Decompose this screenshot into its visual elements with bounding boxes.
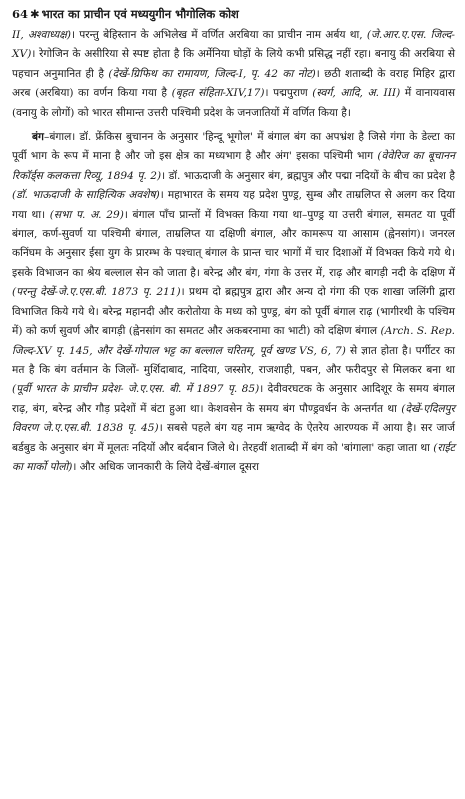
citation-text: (पूर्वी भारत के प्राचीन प्रदेश- जे.ए.एस. बी. में 1897 पृ. 85) — [12, 383, 260, 396]
page-number: 64 — [12, 7, 29, 21]
headword: बंग — [32, 131, 45, 144]
citation-text: (राईट का मार्को पोलो) — [12, 441, 455, 473]
citation-text: (देखें-एदिलपुर विवरण जे.ए.एस.बी. 1838 पृ. 45) — [12, 402, 455, 435]
body-text — [12, 26, 455, 477]
body-text-run: । पद्मपुराण — [264, 87, 313, 100]
body-text-run: । प्रथम दो ब्रह्मपुत्र द्वारा और अन्य दो गंगा की एक शाखा जलिंगी द्वारा विभाजित किये गये थे। बरेन्द्र महानदी और करोतोया के मध्य को पुण्ड्र, बंग को पूर्वी बंगाल राढ़ (भागीरथी के पश्चिम में) को कर्ण सुवर्ण और बागड़ी (ह्वेनसांग का समतट और अकबरनामा का भाटी) को दक्षिण बंगाल — [12, 286, 455, 338]
body-text-run: । परन्तु बेहिस्तान के अभिलेख में वर्णित अरबिया का प्राचीन नाम अर्बय था, — [71, 29, 367, 41]
body-text-run: । महाभारत के समय यह प्रदेश पुण्ड्र, सुम्ब और ताम्रलिप्त से अलग कर दिया गया था। — [12, 189, 455, 221]
body-text-run: से ज्ञात होता है। पर्गीटर का मत है कि बंग वर्तमान के जिलों- मुर्शिदाबाद, नादिया, जस्सोर, राजशाही, पबन, और फरीदपुर से मिलकर बना था — [12, 344, 455, 376]
paragraph — [12, 26, 455, 123]
running-header — [12, 6, 455, 23]
body-text-run: । रेगोजिन के असीरिया से स्पष्ट होता है कि अर्मेनिया घोड़ों के लिये कभी प्रसिद्ध नहीं रहा। बनायु की अरबिया से पहचान अनुमानित ही है — [12, 48, 455, 80]
citation-text: (वेवेरिज का बूचानन रिकॉर्ड्स कलकत्ता रिव्यू, 1894 पृ. 2) — [12, 150, 455, 182]
body-text-run: । सबसे पहले बंग यह नाम ऋग्वेद के ऐतरेय आरण्यक में आया है। सर जार्ज बर्डबुड के अनुसार बंग में मूलतः नदियों और बर्दबान जिले थे। तेरहवीं शताब्दी में बंग को 'बांगाला' कहा जाता था — [12, 422, 455, 454]
citation-text: (जे.आर.ए.एस. जिल्द-XV) — [12, 29, 455, 61]
citation-text: (देखें-ग्रिफिथ का रामायण, जिल्द-I, पृ. 42 का नोट) — [108, 67, 316, 80]
paragraph — [12, 128, 455, 477]
body-text-run: में वानायवास (वनायु के लोगों) को भारत सीमान्त उत्तरी पश्चिमी प्रदेश के जनजातियों में वर्णित किया है। — [12, 87, 455, 119]
body-text-run: । देवीवरघटक के अनुसार आदिशूर के समय बंगाल राढ़, बंग, बरेन्द्र और गौड़ प्रदेशों में बंटा हुआ था। केशवसेन के समय बंग पौण्ड्रवर्धन के अन्तर्गत था — [12, 383, 455, 415]
citation-text: (बृहत संहिता-XIV,17) — [171, 87, 265, 100]
citation-text: II, अश्वाध्यक्ष) — [12, 29, 72, 41]
citation-text: (परन्तु देखें-जे.ए.एस.बी. 1873 पृ. 211) — [12, 286, 181, 299]
citation-text: (डॉ. भाऊदाजी के साहित्यिक अवशेष) — [12, 189, 160, 202]
citation-text: (सभा प. अ. 29) — [49, 208, 124, 221]
body-text-run: । डॉ. भाऊदाजी के अनुसार बंग, ब्रह्मपुत्र और पद्मा नदियों के बीच का प्रदेश है — [161, 169, 455, 182]
separator-star-icon: ✱ — [30, 7, 40, 21]
body-text-run: –बंगाल। डॉ. फ्रेंकिस बुचानन के अनुसार 'हिन्दू भूगोल' में बंगाल बंग का अपभ्रंश है जिसे गंगा के डेल्टा का पूर्वी भाग के रूप में माना है और जो इस क्षेत्र का मध्यभाग है और अंग' इसका पश्चिमी भाग — [12, 131, 455, 163]
book-title: भारत का प्राचीन एवं मध्ययुगीन भौगोलिक कोश — [41, 7, 239, 21]
body-text-run: । छठी शताब्दी के वराह मिहिर द्वारा अरब (अरबिया) का वर्णन किया गया है — [12, 67, 456, 100]
body-text-run: । और अधिक जानकारी के लिये देखें-बंगाल दूसरा — [72, 460, 259, 473]
body-text-run: । बंगाल पाँच प्रान्तों में विभक्त किया गया था–पुण्ड्र या उत्तरी बंगाल, समतट या पूर्वी बंगाल, कर्ण-सुवर्ण या पश्चिमी बंगाल, ताम्रलिप्त या दक्षिणी बंगाल, और कामरूप या आसाम (ह्वेनसांग)। जनरल कनिंघम के अनुसार ईसा युग के प्रारम्भ के पश्चात् बंगाल के प्रान्त चार भागों में चार दिशाओं में विभक्त किये गये थे। इसके विभाजन का श्रेय बल्लाल सेन को जाता है। बरेन्द्र और बंग, गंगा के उत्तर में, राढ़ और बागड़ी नदी के दक्षिण में — [12, 208, 455, 279]
citation-text: (स्वर्ग, आदि, अ. III) — [312, 87, 401, 100]
citation-text: (Arch. S. Rep. जिल्द-XV पृ. 145, और देखें-गोपाल भट्ट का बल्लाल चरितम्, पूर्व खण्ड VS, 6, 7) — [12, 325, 455, 357]
